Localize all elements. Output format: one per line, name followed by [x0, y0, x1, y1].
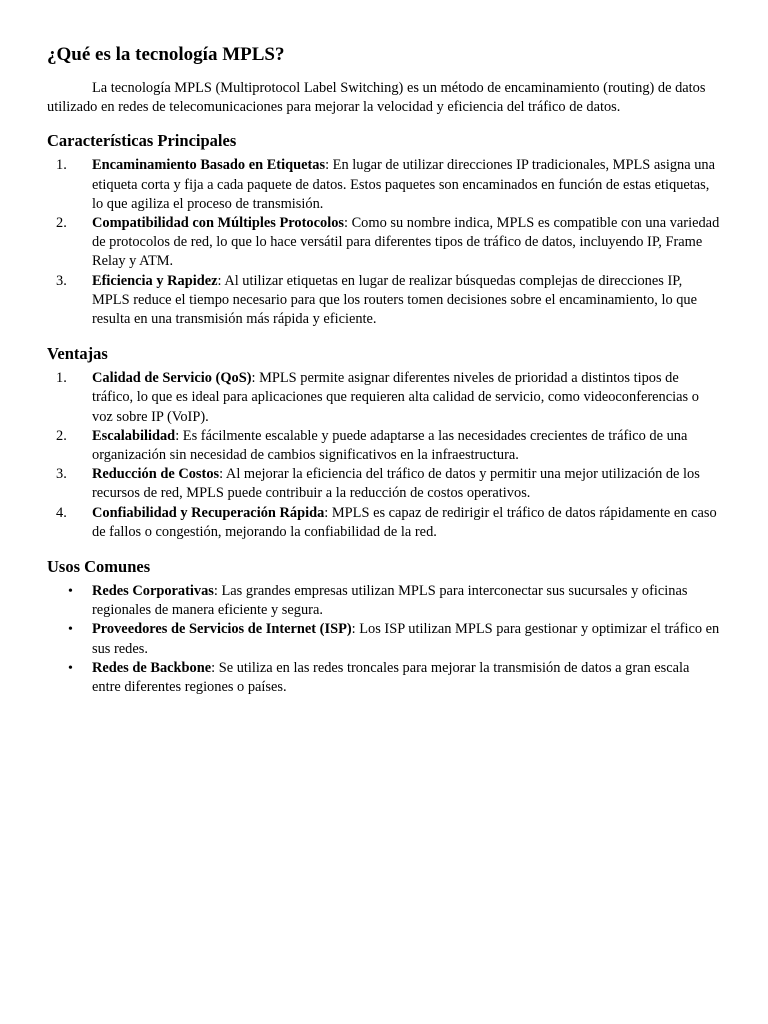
item-text: : Los ISP utilizan MPLS para gestionar y optimizar el tráfico en sus redes. [92, 621, 720, 657]
list-number: 3. [56, 466, 67, 483]
usos-comunes-list [47, 582, 721, 697]
item-text: : Al utilizar etiquetas en lugar de realizar búsquedas complejas de direcciones IP, MPLS reduce el tiempo necesario para que los routers tomen decisiones sobre el encaminamiento, lo que resulta en una transmisión más rápida y eficiente. [92, 272, 698, 328]
list-item [56, 369, 721, 427]
bullet-icon: • [68, 584, 73, 600]
list-item [56, 214, 721, 272]
item-text: : Se utiliza en las redes troncales para mejorar la transmisión de datos a gran escala entre diferentes regiones o países. [92, 659, 690, 696]
item-text: : Es fácilmente escalable y puede adaptarse a las necesidades crecientes de tráfico de una organización sin necesidad de cambios significativos en la infraestructura. [92, 427, 688, 464]
list-item [68, 620, 721, 658]
item-term: Encaminamiento Basado en Etiquetas [92, 157, 326, 174]
item-term: Redes de Backbone [92, 659, 212, 676]
list-number: 1. [56, 370, 67, 387]
list-number: 2. [56, 427, 67, 444]
list-number: 3. [56, 272, 67, 289]
list-item [56, 465, 721, 503]
section-heading-caracteristicas: Características Principales [47, 131, 237, 151]
list-item [56, 427, 721, 465]
caracteristicas-list [47, 156, 721, 329]
list-number: 4. [56, 504, 67, 521]
list-number: 2. [56, 215, 67, 232]
bullet-icon: • [68, 660, 73, 676]
item-term: Compatibilidad con Múltiples Protocolos [92, 215, 344, 232]
intro-paragraph: La tecnología MPLS (Multiprotocol Label Switching) es un método de encaminamiento (routing) de datos utilizado en redes de telecomunicaciones para mejorar la velocidad y eficiencia del tráfico de datos. [47, 80, 706, 116]
item-term: Eficiencia y Rapidez [92, 272, 218, 289]
list-item [68, 659, 721, 697]
list-item [56, 156, 721, 214]
section-heading-ventajas: Ventajas [47, 344, 108, 364]
item-text: : Como su nombre indica, MPLS es compatible con una variedad de protocolos de red, lo que lo hace versátil para diferentes tipos de tráfico de datos, incluyendo IP, Frame Relay y ATM. [92, 215, 720, 270]
item-text: : Al mejorar la eficiencia del tráfico de datos y permitir una mejor utilización de los recursos de red, MPLS puede contribuir a la reducción de costos operativos. [92, 466, 700, 502]
item-term: Escalabilidad [92, 427, 176, 444]
item-text: : Las grandes empresas utilizan MPLS para interconectar sus sucursales y oficinas regionales de manera eficiente y segura. [92, 583, 688, 619]
item-term: Reducción de Costos [92, 466, 220, 483]
item-text: : MPLS permite asignar diferentes niveles de prioridad a distintos tipos de tráfico, lo que es ideal para aplicaciones que requieren alta calidad de servicio, como videoconferencias o voz sobre IP (VoIP). [92, 370, 699, 425]
bullet-icon: • [68, 622, 73, 638]
section-heading-usos-comunes: Usos Comunes [47, 557, 151, 577]
list-item [68, 582, 721, 620]
list-item [56, 272, 721, 330]
item-term: Proveedores de Servicios de Internet (ISP) [92, 621, 352, 638]
list-number: 1. [56, 157, 67, 174]
item-text: : MPLS es capaz de redirigir el tráfico de datos rápidamente en caso de fallos o congestión, mejorando la confiabilidad de la red. [92, 504, 717, 540]
item-text: : En lugar de utilizar direcciones IP tradicionales, MPLS asigna una etiqueta corta y fija a cada paquete de datos. Estos paquetes son encaminados en función de estas etiquetas, lo que agiliza el proceso de transmisión. [92, 157, 715, 212]
list-item [56, 504, 721, 542]
document-title: ¿Qué es la tecnología MPLS? [47, 44, 285, 65]
item-term: Calidad de Servicio (QoS) [92, 370, 252, 387]
item-term: Redes Corporativas [92, 583, 214, 600]
item-term: Confiabilidad y Recuperación Rápida [92, 504, 325, 521]
ventajas-list [47, 369, 721, 542]
